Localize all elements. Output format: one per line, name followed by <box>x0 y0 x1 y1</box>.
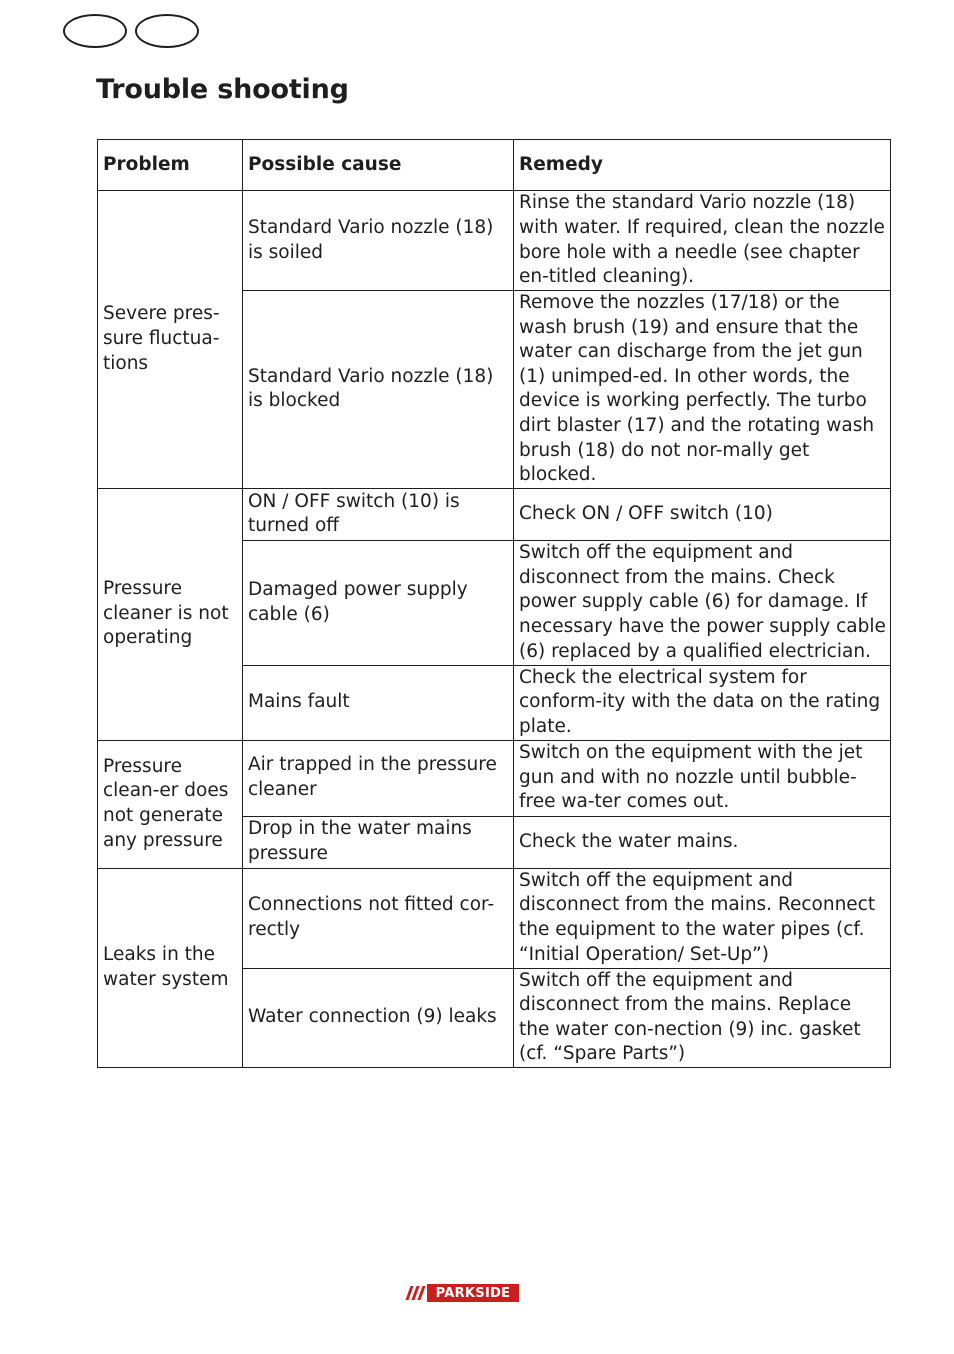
language-badge-1 <box>63 14 127 48</box>
table-row <box>98 488 891 540</box>
remedy-cell: Check the electrical system for conform-ity with the data on the rating plate. <box>514 665 891 740</box>
cause-cell: Connections not fitted cor-rectly <box>243 868 514 968</box>
remedy-cell: Remove the nozzles (17/18) or the wash brush (19) and ensure that the water can discharge from the jet gun (1) unimped-ed. In other words, the device is working perfectly. The turbo dirt blaster (17) and the rotating wash brush (18) do not nor-mally get blocked. <box>514 291 891 489</box>
remedy-cell: Check the water mains. <box>514 816 891 868</box>
remedy-cell: Switch off the equipment and disconnect from the mains. Check power supply cable (6) for damage. If necessary have the power supply cable (6) replaced by a qualified electrician. <box>514 540 891 665</box>
cause-cell: Standard Vario nozzle (18) is soiled <box>243 191 514 291</box>
table-header-row <box>98 140 891 191</box>
table-row <box>98 868 891 968</box>
cause-cell: Mains fault <box>243 665 514 740</box>
table-row <box>98 191 891 291</box>
column-header-possible-cause: Possible cause <box>243 140 514 191</box>
problem-cell: Pressure clean-er does not generate any pressure <box>98 740 243 868</box>
remedy-cell: Check ON / OFF switch (10) <box>514 488 891 540</box>
logo-slashes-icon <box>403 1284 427 1302</box>
remedy-cell: Switch off the equipment and disconnect from the mains. Reconnect the equipment to the water pipes (cf. “Initial Operation/ Set-Up”) <box>514 868 891 968</box>
cause-cell: Air trapped in the pressure cleaner <box>243 740 514 816</box>
remedy-cell: Rinse the standard Vario nozzle (18) with water. If required, clean the nozzle bore hole with a needle (see chapter en-titled cleaning). <box>514 191 891 291</box>
column-header-problem: Problem <box>98 140 243 191</box>
table-row <box>98 740 891 816</box>
page-title: Trouble shooting <box>96 74 349 105</box>
remedy-cell: Switch off the equipment and disconnect from the mains. Replace the water con-nection (9) inc. gasket (cf. “Spare Parts”) <box>514 968 891 1067</box>
problem-cell: Pressure cleaner is not operating <box>98 488 243 740</box>
troubleshooting-table <box>97 139 891 1068</box>
column-header-remedy: Remedy <box>514 140 891 191</box>
cause-cell: Drop in the water mains pressure <box>243 816 514 868</box>
logo-text: PARKSIDE <box>435 1285 511 1301</box>
cause-cell: Water connection (9) leaks <box>243 968 514 1067</box>
language-badge-2 <box>135 14 199 48</box>
problem-cell: Leaks in the water system <box>98 868 243 1067</box>
problem-cell: Severe pres-sure fluctua-tions <box>98 191 243 489</box>
cause-cell: Standard Vario nozzle (18) is blocked <box>243 291 514 489</box>
cause-cell: ON / OFF switch (10) is turned off <box>243 488 514 540</box>
remedy-cell: Switch on the equipment with the jet gun and with no nozzle until bubble-free wa-ter comes out. <box>514 740 891 816</box>
parkside-logo <box>403 1284 519 1302</box>
cause-cell: Damaged power supply cable (6) <box>243 540 514 665</box>
